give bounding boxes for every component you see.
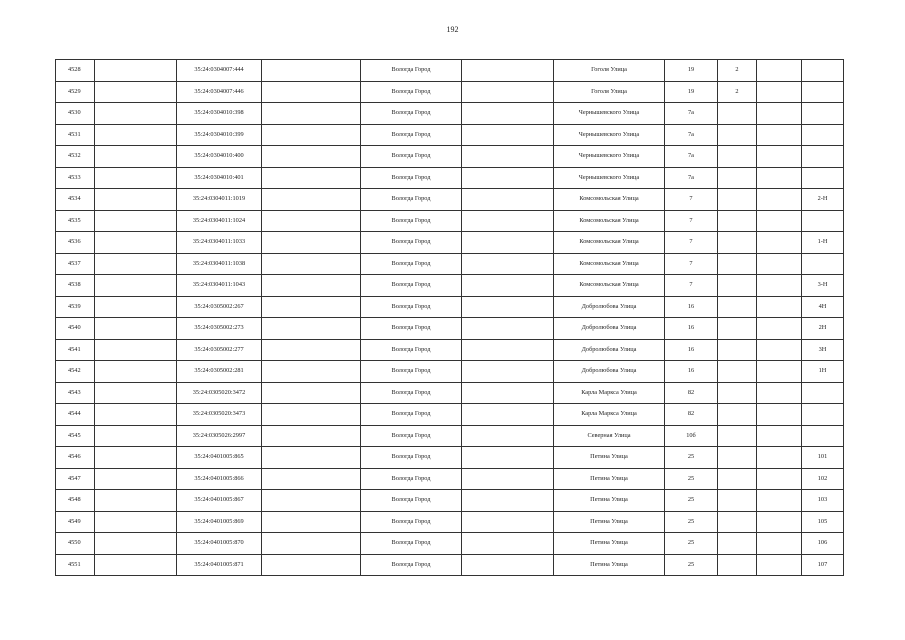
cadastral-number-cell: 35:24:0401005:871 bbox=[177, 554, 262, 576]
street-cell: Добролюбова Улица bbox=[554, 361, 665, 383]
row-number-cell: 4535 bbox=[56, 210, 95, 232]
empty-cell bbox=[757, 318, 802, 340]
locality-cell: Вологда Город bbox=[361, 81, 462, 103]
cadastral-number-cell: 35:24:0401005:867 bbox=[177, 490, 262, 512]
cadastral-number-cell: 35:24:0304011:1038 bbox=[177, 253, 262, 275]
house-cell: 7а bbox=[665, 103, 718, 125]
empty-cell bbox=[462, 210, 554, 232]
empty-cell bbox=[95, 382, 177, 404]
empty-cell bbox=[462, 232, 554, 254]
table-row bbox=[56, 361, 844, 383]
row-number-cell: 4529 bbox=[56, 81, 95, 103]
empty-cell bbox=[462, 189, 554, 211]
empty-cell bbox=[757, 404, 802, 426]
empty-cell bbox=[462, 124, 554, 146]
empty-cell bbox=[757, 253, 802, 275]
empty-cell bbox=[262, 404, 361, 426]
building-cell bbox=[718, 404, 757, 426]
empty-cell bbox=[757, 124, 802, 146]
cadastral-number-cell: 35:24:0304011:1033 bbox=[177, 232, 262, 254]
row-number-cell: 4536 bbox=[56, 232, 95, 254]
empty-cell bbox=[757, 554, 802, 576]
room-cell bbox=[802, 425, 844, 447]
empty-cell bbox=[462, 404, 554, 426]
locality-cell: Вологда Город bbox=[361, 232, 462, 254]
locality-cell: Вологда Город bbox=[361, 275, 462, 297]
street-cell: Петина Улица bbox=[554, 554, 665, 576]
empty-cell bbox=[95, 296, 177, 318]
table-row bbox=[56, 404, 844, 426]
room-cell bbox=[802, 146, 844, 168]
house-cell: 16 bbox=[665, 339, 718, 361]
empty-cell bbox=[262, 339, 361, 361]
locality-cell: Вологда Город bbox=[361, 146, 462, 168]
empty-cell bbox=[757, 81, 802, 103]
table-row bbox=[56, 210, 844, 232]
cadastral-number-cell: 35:24:0305002:267 bbox=[177, 296, 262, 318]
empty-cell bbox=[95, 81, 177, 103]
house-cell: 82 bbox=[665, 404, 718, 426]
table-row bbox=[56, 60, 844, 82]
table-row bbox=[56, 124, 844, 146]
building-cell bbox=[718, 382, 757, 404]
empty-cell bbox=[262, 189, 361, 211]
house-cell: 7 bbox=[665, 253, 718, 275]
empty-cell bbox=[95, 318, 177, 340]
table-row bbox=[56, 468, 844, 490]
building-cell bbox=[718, 318, 757, 340]
building-cell bbox=[718, 425, 757, 447]
building-cell: 2 bbox=[718, 81, 757, 103]
empty-cell bbox=[262, 103, 361, 125]
house-cell: 19 bbox=[665, 81, 718, 103]
empty-cell bbox=[95, 146, 177, 168]
table-row bbox=[56, 533, 844, 555]
table-row bbox=[56, 296, 844, 318]
locality-cell: Вологда Город bbox=[361, 124, 462, 146]
street-cell: Комсомольская Улица bbox=[554, 275, 665, 297]
row-number-cell: 4541 bbox=[56, 339, 95, 361]
room-cell bbox=[802, 81, 844, 103]
row-number-cell: 4537 bbox=[56, 253, 95, 275]
street-cell: Добролюбова Улица bbox=[554, 318, 665, 340]
room-cell bbox=[802, 103, 844, 125]
row-number-cell: 4528 bbox=[56, 60, 95, 82]
house-cell: 16 bbox=[665, 296, 718, 318]
room-cell: 2Н bbox=[802, 318, 844, 340]
locality-cell: Вологда Город bbox=[361, 425, 462, 447]
empty-cell bbox=[95, 253, 177, 275]
empty-cell bbox=[462, 103, 554, 125]
empty-cell bbox=[262, 533, 361, 555]
room-cell: 4Н bbox=[802, 296, 844, 318]
locality-cell: Вологда Город bbox=[361, 318, 462, 340]
building-cell bbox=[718, 447, 757, 469]
street-cell: Петина Улица bbox=[554, 447, 665, 469]
locality-cell: Вологда Город bbox=[361, 103, 462, 125]
row-number-cell: 4542 bbox=[56, 361, 95, 383]
empty-cell bbox=[262, 210, 361, 232]
row-number-cell: 4532 bbox=[56, 146, 95, 168]
registry-table bbox=[55, 59, 844, 576]
building-cell bbox=[718, 361, 757, 383]
street-cell: Чернышевского Улица bbox=[554, 167, 665, 189]
house-cell: 25 bbox=[665, 468, 718, 490]
house-cell: 7 bbox=[665, 232, 718, 254]
empty-cell bbox=[95, 533, 177, 555]
cadastral-number-cell: 35:24:0304011:1043 bbox=[177, 275, 262, 297]
street-cell: Чернышевского Улица bbox=[554, 124, 665, 146]
table-row bbox=[56, 253, 844, 275]
locality-cell: Вологда Город bbox=[361, 189, 462, 211]
room-cell: 1-Н bbox=[802, 232, 844, 254]
locality-cell: Вологда Город bbox=[361, 533, 462, 555]
empty-cell bbox=[462, 511, 554, 533]
house-cell: 82 bbox=[665, 382, 718, 404]
empty-cell bbox=[757, 103, 802, 125]
empty-cell bbox=[757, 382, 802, 404]
empty-cell bbox=[757, 533, 802, 555]
cadastral-number-cell: 35:24:0304010:401 bbox=[177, 167, 262, 189]
house-cell: 16 bbox=[665, 318, 718, 340]
building-cell bbox=[718, 490, 757, 512]
room-cell bbox=[802, 124, 844, 146]
cadastral-number-cell: 35:24:0401005:865 bbox=[177, 447, 262, 469]
house-cell: 25 bbox=[665, 533, 718, 555]
row-number-cell: 4550 bbox=[56, 533, 95, 555]
empty-cell bbox=[95, 275, 177, 297]
empty-cell bbox=[262, 146, 361, 168]
room-cell: 106 bbox=[802, 533, 844, 555]
empty-cell bbox=[462, 318, 554, 340]
empty-cell bbox=[757, 425, 802, 447]
empty-cell bbox=[95, 189, 177, 211]
empty-cell bbox=[462, 554, 554, 576]
street-cell: Добролюбова Улица bbox=[554, 339, 665, 361]
empty-cell bbox=[262, 447, 361, 469]
cadastral-number-cell: 35:24:0304011:1019 bbox=[177, 189, 262, 211]
street-cell: Гоголя Улица bbox=[554, 60, 665, 82]
empty-cell bbox=[757, 339, 802, 361]
row-number-cell: 4539 bbox=[56, 296, 95, 318]
table-row bbox=[56, 189, 844, 211]
room-cell bbox=[802, 382, 844, 404]
empty-cell bbox=[95, 490, 177, 512]
locality-cell: Вологда Город bbox=[361, 447, 462, 469]
street-cell: Карла Маркса Улица bbox=[554, 382, 665, 404]
building-cell bbox=[718, 253, 757, 275]
page-number: 192 bbox=[446, 25, 459, 34]
empty-cell bbox=[262, 253, 361, 275]
empty-cell bbox=[757, 296, 802, 318]
row-number-cell: 4543 bbox=[56, 382, 95, 404]
row-number-cell: 4544 bbox=[56, 404, 95, 426]
empty-cell bbox=[757, 490, 802, 512]
cadastral-number-cell: 35:24:0305020:3473 bbox=[177, 404, 262, 426]
empty-cell bbox=[262, 382, 361, 404]
table-row bbox=[56, 318, 844, 340]
room-cell: 107 bbox=[802, 554, 844, 576]
cadastral-number-cell: 35:24:0304010:400 bbox=[177, 146, 262, 168]
building-cell bbox=[718, 232, 757, 254]
locality-cell: Вологда Город bbox=[361, 511, 462, 533]
empty-cell bbox=[757, 167, 802, 189]
empty-cell bbox=[95, 511, 177, 533]
empty-cell bbox=[95, 339, 177, 361]
empty-cell bbox=[262, 167, 361, 189]
row-number-cell: 4540 bbox=[56, 318, 95, 340]
row-number-cell: 4547 bbox=[56, 468, 95, 490]
row-number-cell: 4533 bbox=[56, 167, 95, 189]
table-row bbox=[56, 81, 844, 103]
empty-cell bbox=[757, 146, 802, 168]
cadastral-number-cell: 35:24:0305020:3472 bbox=[177, 382, 262, 404]
empty-cell bbox=[462, 275, 554, 297]
cadastral-number-cell: 35:24:0401005:869 bbox=[177, 511, 262, 533]
room-cell: 103 bbox=[802, 490, 844, 512]
empty-cell bbox=[757, 447, 802, 469]
empty-cell bbox=[262, 554, 361, 576]
street-cell: Чернышевского Улица bbox=[554, 146, 665, 168]
street-cell: Комсомольская Улица bbox=[554, 232, 665, 254]
empty-cell bbox=[262, 60, 361, 82]
empty-cell bbox=[462, 425, 554, 447]
house-cell: 25 bbox=[665, 511, 718, 533]
table-row bbox=[56, 425, 844, 447]
empty-cell bbox=[462, 490, 554, 512]
street-cell: Добролюбова Улица bbox=[554, 296, 665, 318]
cadastral-number-cell: 35:24:0304010:398 bbox=[177, 103, 262, 125]
row-number-cell: 4549 bbox=[56, 511, 95, 533]
building-cell: 2 bbox=[718, 60, 757, 82]
empty-cell bbox=[462, 81, 554, 103]
empty-cell bbox=[262, 232, 361, 254]
room-cell: 105 bbox=[802, 511, 844, 533]
empty-cell bbox=[95, 554, 177, 576]
empty-cell bbox=[757, 232, 802, 254]
locality-cell: Вологда Город bbox=[361, 296, 462, 318]
empty-cell bbox=[462, 296, 554, 318]
locality-cell: Вологда Город bbox=[361, 210, 462, 232]
empty-cell bbox=[462, 447, 554, 469]
house-cell: 7а bbox=[665, 124, 718, 146]
row-number-cell: 4546 bbox=[56, 447, 95, 469]
street-cell: Петина Улица bbox=[554, 533, 665, 555]
row-number-cell: 4531 bbox=[56, 124, 95, 146]
locality-cell: Вологда Город bbox=[361, 253, 462, 275]
street-cell: Комсомольская Улица bbox=[554, 253, 665, 275]
room-cell: 1Н bbox=[802, 361, 844, 383]
room-cell bbox=[802, 253, 844, 275]
empty-cell bbox=[95, 447, 177, 469]
building-cell bbox=[718, 339, 757, 361]
locality-cell: Вологда Город bbox=[361, 404, 462, 426]
house-cell: 7а bbox=[665, 167, 718, 189]
table-row bbox=[56, 146, 844, 168]
cadastral-number-cell: 35:24:0305002:277 bbox=[177, 339, 262, 361]
empty-cell bbox=[757, 189, 802, 211]
table-row bbox=[56, 511, 844, 533]
empty-cell bbox=[757, 210, 802, 232]
building-cell bbox=[718, 189, 757, 211]
empty-cell bbox=[462, 146, 554, 168]
room-cell: 2-Н bbox=[802, 189, 844, 211]
house-cell: 19 bbox=[665, 60, 718, 82]
building-cell bbox=[718, 511, 757, 533]
empty-cell bbox=[462, 339, 554, 361]
room-cell: 3-Н bbox=[802, 275, 844, 297]
cadastral-number-cell: 35:24:0401005:866 bbox=[177, 468, 262, 490]
empty-cell bbox=[262, 490, 361, 512]
empty-cell bbox=[262, 511, 361, 533]
building-cell bbox=[718, 146, 757, 168]
row-number-cell: 4548 bbox=[56, 490, 95, 512]
room-cell: 101 bbox=[802, 447, 844, 469]
locality-cell: Вологда Город bbox=[361, 554, 462, 576]
empty-cell bbox=[757, 511, 802, 533]
cadastral-number-cell: 35:24:0305026:2997 bbox=[177, 425, 262, 447]
house-cell: 25 bbox=[665, 447, 718, 469]
building-cell bbox=[718, 210, 757, 232]
locality-cell: Вологда Город bbox=[361, 490, 462, 512]
cadastral-number-cell: 35:24:0401005:870 bbox=[177, 533, 262, 555]
building-cell bbox=[718, 124, 757, 146]
cadastral-number-cell: 35:24:0304011:1024 bbox=[177, 210, 262, 232]
cadastral-number-cell: 35:24:0304010:399 bbox=[177, 124, 262, 146]
empty-cell bbox=[262, 124, 361, 146]
locality-cell: Вологда Город bbox=[361, 60, 462, 82]
cadastral-number-cell: 35:24:0304007:444 bbox=[177, 60, 262, 82]
empty-cell bbox=[95, 167, 177, 189]
locality-cell: Вологда Город bbox=[361, 382, 462, 404]
table-row bbox=[56, 447, 844, 469]
house-cell: 25 bbox=[665, 490, 718, 512]
building-cell bbox=[718, 167, 757, 189]
empty-cell bbox=[462, 382, 554, 404]
empty-cell bbox=[95, 468, 177, 490]
empty-cell bbox=[95, 361, 177, 383]
empty-cell bbox=[462, 60, 554, 82]
empty-cell bbox=[757, 275, 802, 297]
table-row bbox=[56, 490, 844, 512]
empty-cell bbox=[757, 60, 802, 82]
house-cell: 7а bbox=[665, 146, 718, 168]
cadastral-number-cell: 35:24:0304007:446 bbox=[177, 81, 262, 103]
table-row bbox=[56, 339, 844, 361]
building-cell bbox=[718, 533, 757, 555]
house-cell: 7 bbox=[665, 210, 718, 232]
empty-cell bbox=[95, 103, 177, 125]
house-cell: 7 bbox=[665, 189, 718, 211]
building-cell bbox=[718, 296, 757, 318]
room-cell bbox=[802, 167, 844, 189]
empty-cell bbox=[262, 275, 361, 297]
building-cell bbox=[718, 554, 757, 576]
table-row bbox=[56, 167, 844, 189]
room-cell bbox=[802, 210, 844, 232]
room-cell bbox=[802, 404, 844, 426]
empty-cell bbox=[262, 81, 361, 103]
empty-cell bbox=[95, 425, 177, 447]
building-cell bbox=[718, 468, 757, 490]
empty-cell bbox=[462, 361, 554, 383]
empty-cell bbox=[757, 361, 802, 383]
empty-cell bbox=[462, 167, 554, 189]
room-cell: 102 bbox=[802, 468, 844, 490]
empty-cell bbox=[262, 318, 361, 340]
cadastral-number-cell: 35:24:0305002:273 bbox=[177, 318, 262, 340]
empty-cell bbox=[95, 232, 177, 254]
table-body bbox=[56, 60, 844, 576]
street-cell: Гоголя Улица bbox=[554, 81, 665, 103]
row-number-cell: 4534 bbox=[56, 189, 95, 211]
table-row bbox=[56, 103, 844, 125]
room-cell: 3Н bbox=[802, 339, 844, 361]
empty-cell bbox=[462, 468, 554, 490]
building-cell bbox=[718, 275, 757, 297]
empty-cell bbox=[95, 404, 177, 426]
house-cell: 7 bbox=[665, 275, 718, 297]
street-cell: Петина Улица bbox=[554, 490, 665, 512]
empty-cell bbox=[95, 210, 177, 232]
street-cell: Комсомольская Улица bbox=[554, 210, 665, 232]
street-cell: Чернышевского Улица bbox=[554, 103, 665, 125]
table-row bbox=[56, 275, 844, 297]
locality-cell: Вологда Город bbox=[361, 339, 462, 361]
street-cell: Северная Улица bbox=[554, 425, 665, 447]
street-cell: Комсомольская Улица bbox=[554, 189, 665, 211]
empty-cell bbox=[462, 533, 554, 555]
empty-cell bbox=[462, 253, 554, 275]
building-cell bbox=[718, 103, 757, 125]
room-cell bbox=[802, 60, 844, 82]
house-cell: 10б bbox=[665, 425, 718, 447]
locality-cell: Вологда Город bbox=[361, 361, 462, 383]
empty-cell bbox=[262, 361, 361, 383]
empty-cell bbox=[262, 425, 361, 447]
street-cell: Петина Улица bbox=[554, 511, 665, 533]
row-number-cell: 4545 bbox=[56, 425, 95, 447]
table-row bbox=[56, 382, 844, 404]
empty-cell bbox=[95, 124, 177, 146]
table-row bbox=[56, 232, 844, 254]
street-cell: Петина Улица bbox=[554, 468, 665, 490]
house-cell: 16 bbox=[665, 361, 718, 383]
table-row bbox=[56, 554, 844, 576]
empty-cell bbox=[262, 296, 361, 318]
row-number-cell: 4538 bbox=[56, 275, 95, 297]
row-number-cell: 4530 bbox=[56, 103, 95, 125]
house-cell: 25 bbox=[665, 554, 718, 576]
empty-cell bbox=[95, 60, 177, 82]
street-cell: Карла Маркса Улица bbox=[554, 404, 665, 426]
locality-cell: Вологда Город bbox=[361, 468, 462, 490]
cadastral-number-cell: 35:24:0305002:281 bbox=[177, 361, 262, 383]
row-number-cell: 4551 bbox=[56, 554, 95, 576]
empty-cell bbox=[757, 468, 802, 490]
locality-cell: Вологда Город bbox=[361, 167, 462, 189]
empty-cell bbox=[262, 468, 361, 490]
